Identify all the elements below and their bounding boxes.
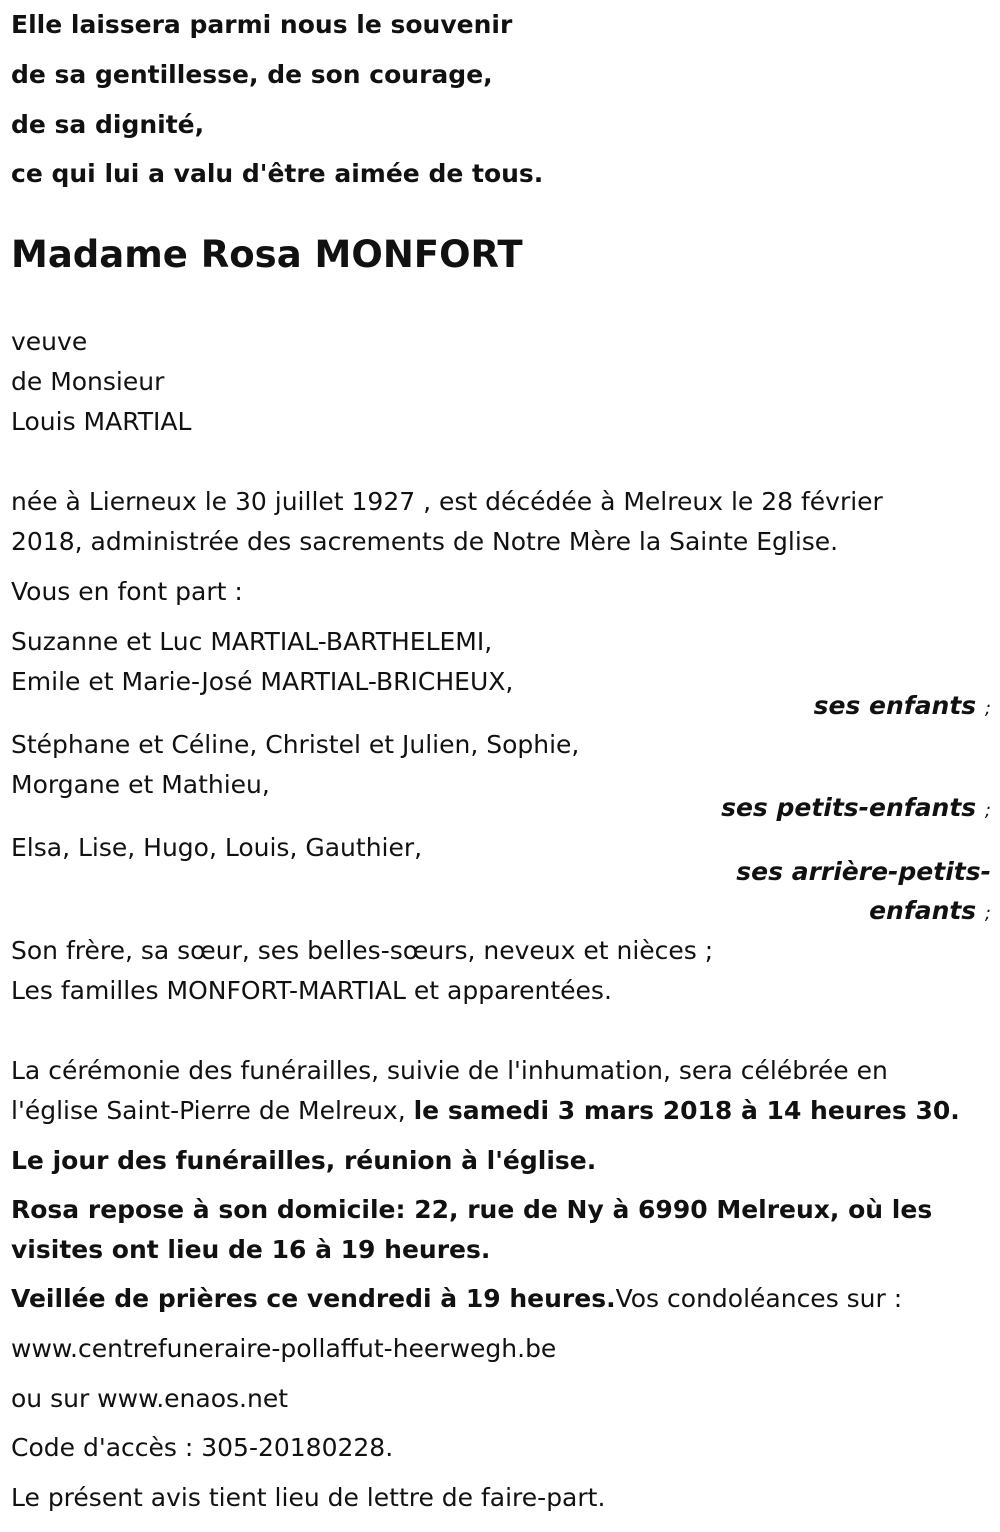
rest-line-1: Rosa repose à son domicile: 22, rue de Ny à 6990 Melreux, où les [11, 1195, 933, 1224]
children-label: ses enfants [813, 691, 977, 720]
ceremony-date: le samedi 3 mars 2018 à 14 heures 30. [413, 1096, 960, 1125]
epitaph-line-3: de sa dignité, [11, 110, 205, 139]
status-line-2: de Monsieur [11, 367, 165, 396]
children-role [814, 690, 991, 725]
epitaph-line-1: Elle laissera parmi nous le souvenir [11, 10, 513, 39]
rest-line-2: visites ont lieu de 16 à 19 heures. [11, 1235, 491, 1264]
ceremony-line-2 [11, 1095, 960, 1127]
access-code: Code d'accès : 305-20180228. [11, 1433, 394, 1462]
status-line-3: Louis MARTIAL [11, 407, 192, 436]
epitaph-line-4: ce qui lui a valu d'être aimée de tous. [11, 159, 544, 188]
great-grandchildren-role-1: ses arrière-petits- [736, 857, 991, 886]
great-grandchildren-semicolon: ; [984, 903, 991, 924]
vigil-text: Veillée de prières ce vendredi à 19 heures. [11, 1284, 616, 1313]
grandchildren-label: ses petits-enfants [721, 793, 977, 822]
grandchildren-role [721, 792, 991, 827]
status-line-1: veuve [11, 327, 88, 356]
grandchildren-line-1: Stéphane et Céline, Christel et Julien, Sophie, [11, 730, 580, 759]
announce-text: Vous en font part : [11, 577, 243, 606]
birth-death-line-2: 2018, administrée des sacrements de Notre Mère la Sainte Eglise. [11, 527, 839, 556]
closing-text: Le présent avis tient lieu de lettre de faire-part. [11, 1483, 606, 1512]
children-line-1: Suzanne et Luc MARTIAL-BARTHELEMI, [11, 627, 493, 656]
others-line-2: Les familles MONFORT-MARTIAL et apparentées. [11, 976, 612, 1005]
children-semicolon: ; [984, 698, 991, 719]
grandchildren-semicolon: ; [984, 800, 991, 821]
great-grandchildren-role-2 [869, 895, 991, 930]
grandchildren-line-2: Morgane et Mathieu, [11, 770, 270, 799]
children-line-2: Emile et Marie-José MARTIAL-BRICHEUX, [11, 667, 514, 696]
condolences-text: Vos condoléances sur : [615, 1284, 903, 1313]
great-grandchildren-label: enfants [869, 896, 977, 925]
meeting-text: Le jour des funérailles, réunion à l'église. [11, 1146, 597, 1175]
deceased-name: Madame Rosa MONFORT [11, 233, 523, 276]
ceremony-line-1: La cérémonie des funérailles, suivie de l'inhumation, sera célébrée en [11, 1056, 888, 1085]
epitaph-line-2: de sa gentillesse, de son courage, [11, 60, 493, 89]
website-link-2[interactable]: ou sur www.enaos.net [11, 1384, 289, 1413]
birth-death-line-1: née à Lierneux le 30 juillet 1927 , est décédée à Melreux le 28 février [11, 487, 883, 516]
others-line-1: Son frère, sa sœur, ses belles-sœurs, neveux et nièces ; [11, 936, 714, 965]
ceremony-location: l'église Saint-Pierre de Melreux, [11, 1096, 414, 1125]
vigil-line [11, 1283, 902, 1315]
website-link-1[interactable]: www.centrefuneraire-pollaffut-heerwegh.be [11, 1334, 557, 1363]
great-grandchildren-line-1: Elsa, Lise, Hugo, Louis, Gauthier, [11, 833, 423, 862]
